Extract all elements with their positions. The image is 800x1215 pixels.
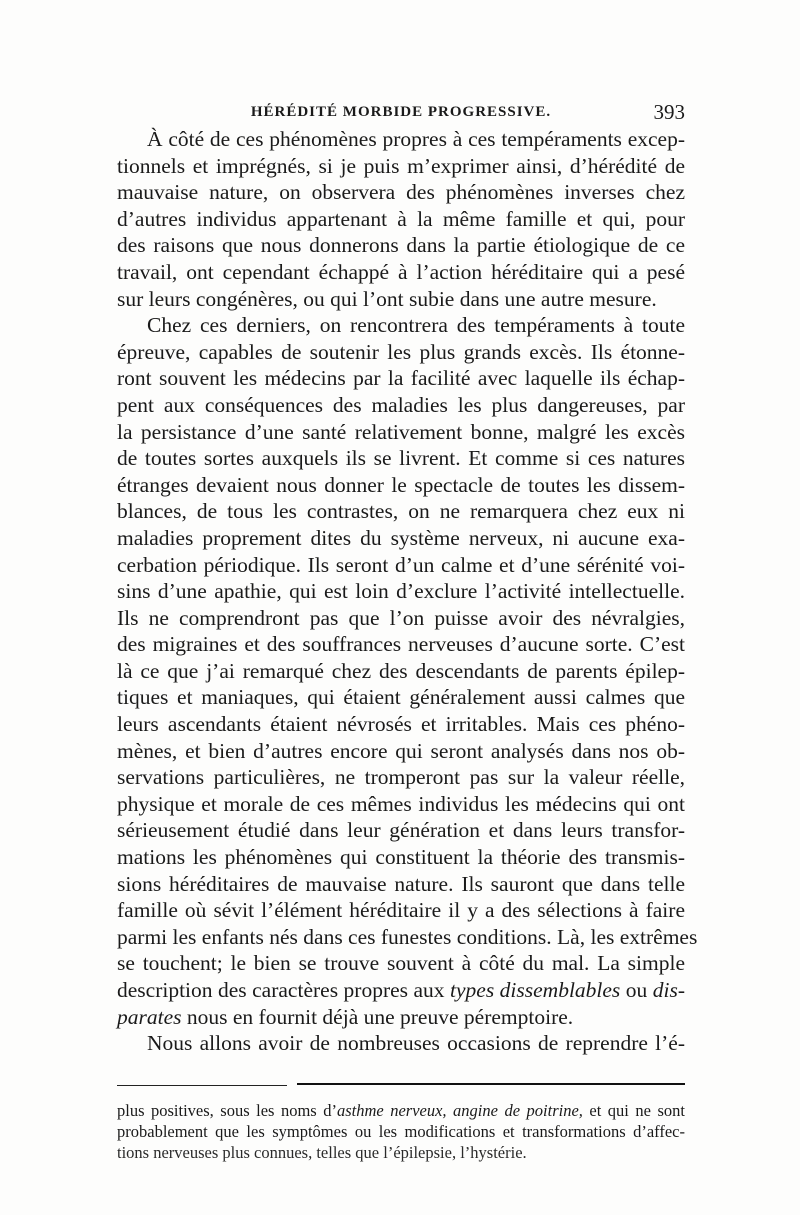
text-line: Chez ces derniers, on rencontrera des tempéraments à toute bbox=[147, 313, 685, 338]
text-line-mixed bbox=[117, 977, 685, 1004]
text-line: parmi les enfants nés dans ces funestes conditions. Là, les extrêmes bbox=[117, 924, 698, 949]
text-line: sérieusement étudié dans leur génération et dans leurs transfor- bbox=[117, 818, 685, 843]
text-line: mènes, et bien d’autres encore qui seront analysés dans nos ob- bbox=[117, 738, 685, 763]
text-line: sur leurs congénères, ou qui l’ont subie dans une autre mesure. bbox=[117, 286, 657, 311]
footnote-separator bbox=[117, 1083, 685, 1089]
text-line: leurs ascendants étaient névrosés et irritables. Mais ces phéno- bbox=[117, 712, 685, 737]
text-line: blances, de tous les contrastes, on ne remarquera chez eux ni bbox=[117, 499, 685, 524]
italic-term: parates bbox=[117, 1004, 182, 1029]
separator-rule-long bbox=[297, 1083, 685, 1085]
text-line: des migraines et des souffrances nerveuses d’aucune sorte. C’est bbox=[117, 632, 685, 657]
text-line: épreuve, capables de soutenir les plus grands excès. Ils étonne- bbox=[117, 339, 685, 364]
text-line: de toutes sortes auxquels ils se livrent. Et comme si ces natures bbox=[117, 446, 685, 471]
italic-term: types dissemblables bbox=[450, 978, 621, 1002]
separator-rule-short bbox=[117, 1085, 287, 1086]
text-line: sions héréditaires de mauvaise nature. Ils sauront que dans telle bbox=[117, 871, 685, 896]
italic-term: asthme nerveux, angine de poitrine, bbox=[336, 1101, 583, 1120]
text-run: plus positives, sous les noms d’ bbox=[117, 1101, 337, 1120]
text-line: maladies proprement dites du système nerveux, ni aucune exa- bbox=[117, 525, 685, 550]
running-title: HÉRÉDITÉ MORBIDE PROGRESSIVE. bbox=[250, 104, 552, 120]
text-run: et qui ne sont bbox=[582, 1101, 685, 1120]
text-line: mations les phénomènes qui constituent la théorie des transmis- bbox=[117, 845, 685, 870]
text-line: À côté de ces phénomènes propres à ces tempéraments excep- bbox=[147, 127, 685, 151]
text-line: étranges devaient nous donner le spectacle de toutes les dissem- bbox=[117, 472, 685, 497]
text-line: physique et morale de ces mêmes individus les médecins qui ont bbox=[117, 791, 685, 816]
text-line: tiques et maniaques, qui étaient généralement aussi calmes que bbox=[117, 685, 685, 710]
text-run: description des caractères propres aux bbox=[117, 978, 451, 1002]
text-line: servations particulières, ne tromperont pas sur la valeur réelle, bbox=[117, 765, 685, 790]
text-line: sins d’une apathie, qui est loin d’exclure l’activité intellectuelle. bbox=[117, 579, 685, 604]
text-line: Ils ne comprendront pas que l’on puisse avoir des névralgies, bbox=[117, 605, 685, 630]
text-line: tionnels et imprégnés, si je puis m’exprimer ainsi, d’hérédité de bbox=[117, 153, 685, 178]
text-line-mixed bbox=[117, 1004, 685, 1031]
footnote-line: tions nerveuses plus connues, telles que l’épilepsie, l’hystérie. bbox=[117, 1143, 527, 1162]
italic-term: dis- bbox=[652, 978, 686, 1002]
footnote-line bbox=[117, 1100, 685, 1121]
text-line: se touchent; le bien se trouve souvent à côté du mal. La simple bbox=[117, 951, 685, 976]
text-line: mauvaise nature, on observera des phénomènes inverses chez bbox=[117, 180, 685, 205]
footnote bbox=[117, 1100, 685, 1163]
page-header bbox=[117, 100, 685, 126]
text-line: ront souvent les médecins par la facilité avec laquelle ils échap- bbox=[117, 366, 685, 391]
body-text bbox=[117, 126, 698, 1057]
text-line: Nous allons avoir de nombreuses occasions de reprendre l’é- bbox=[147, 1031, 685, 1056]
text-line: la persistance d’une santé relativement bonne, malgré les excès bbox=[117, 419, 685, 444]
text-line: pent aux conséquences des maladies les plus dangereuses, par bbox=[117, 392, 685, 417]
text-line: cerbation périodique. Ils seront d’un calme et d’une sérénité voi- bbox=[117, 552, 685, 577]
text-run: nous en fournit déjà une preuve péremptoire. bbox=[181, 1004, 574, 1029]
page-number: 393 bbox=[653, 100, 685, 124]
text-run: ou bbox=[620, 978, 653, 1002]
text-line: là ce que j’ai remarqué chez des descendants de parents épilep- bbox=[117, 658, 685, 683]
text-line: d’autres individus appartenant à la même famille et qui, pour bbox=[117, 206, 685, 231]
text-line: des raisons que nous donnerons dans la partie étiologique de ce bbox=[117, 233, 685, 258]
text-line: famille où sévit l’élément héréditaire il y a des sélections à faire bbox=[117, 898, 685, 923]
text-line: travail, ont cependant échappé à l’action héréditaire qui a pesé bbox=[117, 259, 685, 284]
footnote-line: probablement que les symptômes ou les modifications et transformations d’affec- bbox=[117, 1122, 685, 1141]
